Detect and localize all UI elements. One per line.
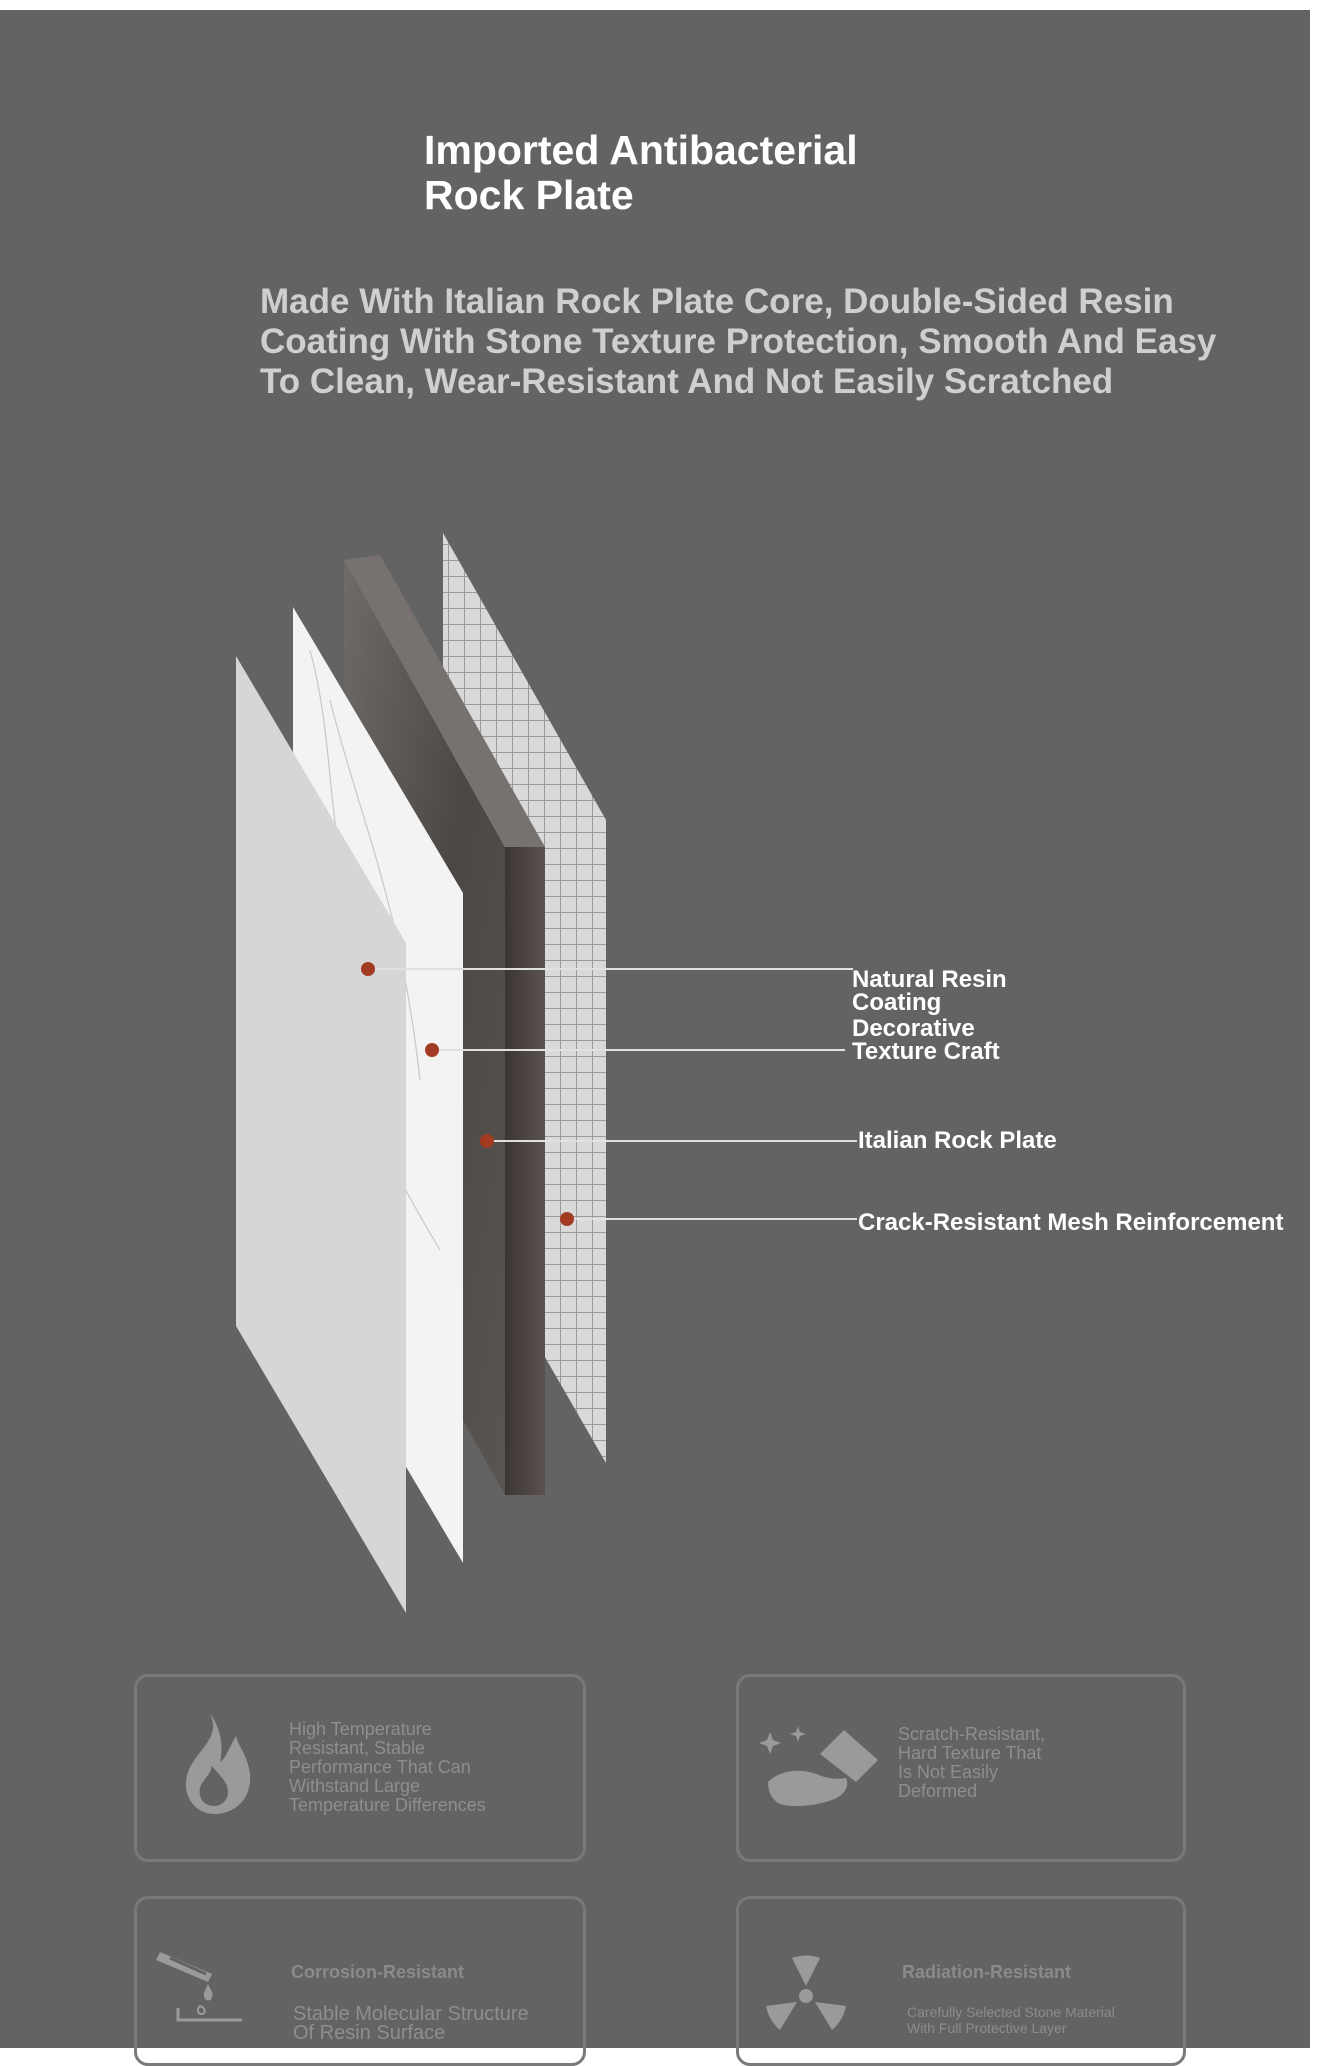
- subtitle-line-2: Coating With Stone Texture Protection, Smooth And Easy: [260, 322, 1217, 361]
- rock-label: Italian Rock Plate: [858, 1127, 1057, 1154]
- radiation-line-1: Carefully Selected Stone Material: [907, 2004, 1115, 2020]
- corrosion-line-1: Stable Molecular Structure: [293, 2003, 529, 2025]
- mesh-label: Crack-Resistant Mesh Reinforcement: [858, 1209, 1284, 1236]
- resin-label-line-2: Coating: [852, 989, 942, 1016]
- heat-description: [289, 1720, 486, 1815]
- scratch-line-1: Scratch-Resistant,: [898, 1724, 1046, 1744]
- mesh-marker: [560, 1212, 574, 1226]
- resin-label: [852, 968, 1007, 1014]
- texture-label-line-1: Decorative: [852, 1015, 975, 1042]
- title-line-1: Imported Antibacterial: [424, 127, 858, 173]
- corrosion-title: Corrosion-Resistant: [291, 1962, 465, 1982]
- heat-line-3: Performance That Can: [289, 1757, 471, 1777]
- scratch-description: [898, 1725, 1045, 1801]
- resin-label-line-1: Natural Resin: [852, 966, 1007, 993]
- texture-label: [852, 1017, 1000, 1063]
- rock-plate-edge: [505, 847, 545, 1495]
- radiation-line-2: With Full Protective Layer: [907, 2020, 1067, 2036]
- texture-label-line-2: Texture Craft: [852, 1038, 1000, 1065]
- corrosion-description: [293, 2005, 529, 2043]
- radiation-icon: [756, 1948, 856, 2040]
- scratch-line-4: Deformed: [898, 1781, 978, 1801]
- scratch-line-3: Is Not Easily: [898, 1762, 999, 1782]
- scratch-line-2: Hard Texture That: [898, 1743, 1042, 1763]
- subtitle-line-3: To Clean, Wear-Resistant And Not Easily Scratched: [260, 362, 1114, 401]
- subtitle-line-1: Made With Italian Rock Plate Core, Double-Sided Resin: [260, 282, 1174, 321]
- resin-marker: [361, 962, 375, 976]
- heat-line-2: Resistant, Stable: [289, 1738, 426, 1758]
- heat-line-1: High Temperature: [289, 1719, 432, 1739]
- radiation-description: [907, 2004, 1115, 2036]
- texture-marker: [425, 1043, 439, 1057]
- heat-line-5: Temperature Differences: [289, 1795, 486, 1815]
- title-line-2: Rock Plate: [424, 172, 634, 218]
- heat-line-4: Withstand Large: [289, 1776, 421, 1796]
- hand-sparkle-icon: [760, 1720, 880, 1812]
- corrosion-line-2: Of Resin Surface: [293, 2022, 446, 2044]
- test-tube-drop-icon: [156, 1948, 246, 2032]
- flame-icon: [166, 1710, 262, 1818]
- radiation-title: Radiation-Resistant: [902, 1962, 1072, 1982]
- rock-marker: [480, 1134, 494, 1148]
